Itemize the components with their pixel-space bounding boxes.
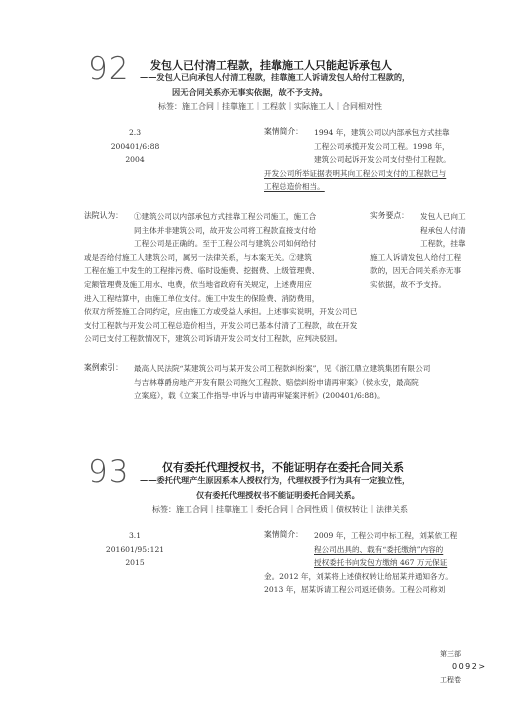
case-92-tags: 标签：施工合同｜挂靠施工｜工程款｜实际施工人｜合同相对性 <box>158 102 382 111</box>
case-93-brief-label: 案情简介： <box>264 530 303 539</box>
case-93-title: 仅有委托代理授权书，不能证明存在委托合同关系 <box>162 461 404 474</box>
case-93-brief <box>264 529 504 597</box>
case-92-meta-code: 2.3 <box>128 128 142 137</box>
case-92-opinion <box>84 210 414 346</box>
case-92-brief-line: 工程公司承揽开发公司工程。1998 年， <box>314 141 450 151</box>
footer-part: 第三部 <box>440 650 461 658</box>
case-92-index <box>134 362 514 403</box>
case-92-meta-year: 2004 <box>125 155 145 164</box>
case-93-subtitle-1: ——委托代理产生原因系本人授权行为，代理权授予行为具有一定独立性， <box>140 475 411 485</box>
case-92-index-line: 最高人民法院“某建筑公司与某开发公司工程款纠纷案”，见《浙江鼎立建筑集团有限公司 <box>134 364 431 373</box>
case-93-tags: 标签：施工合同｜挂靠施工｜委托合同｜合同性质｜债权转让｜法律关系 <box>152 505 408 514</box>
case-92-keypoint-line: 程承包人付清 <box>420 225 466 235</box>
case-92-keypoint-line: 发包人已向工 <box>420 212 466 221</box>
case-93-number: 93 <box>88 454 130 490</box>
case-92-index-line: 立案庭），载《立案工作指导·申诉与申请再审疑案评析》(200401/6:88)。 <box>134 391 385 401</box>
case-92-opinion-label: 法院认为： <box>84 211 123 220</box>
case-92-meta-ref: 200401/6:88 <box>110 141 160 151</box>
case-92-keypoint-line: 实依据，故不予支持。 <box>370 279 446 289</box>
case-92-keypoint <box>370 210 500 292</box>
case-92-opinion-line: 定额管理费及施工用水、电费，依当地省政府有关规定，上述费用应 <box>84 279 312 289</box>
case-92-opinion-line: 依双方所签施工合同约定，应由施工方或受益人承担。上述事实说明，开发公司已 <box>84 307 358 317</box>
case-92-opinion-line: 同主体并非建筑公司，故开发公司将工程款直接支付给 <box>134 225 317 235</box>
case-92-keypoint-label: 实务要点： <box>370 211 409 220</box>
case-92-meta <box>105 126 165 167</box>
case-92-opinion-line: ①建筑公司以内部承包方式挂靠工程公司施工，施工合 <box>134 212 317 221</box>
case-92-brief-line: 建筑公司起诉开发公司支付垫付工程款。 <box>314 155 451 165</box>
case-92-brief <box>264 126 504 194</box>
case-92-number: 92 <box>88 51 130 87</box>
case-92-opinion-line: 工程在施工中发生的工程排污费、临时设施费、挖掘费、上级管理费、 <box>84 266 320 276</box>
case-92-brief-label: 案情简介： <box>264 127 303 136</box>
case-92-subtitle-2: 因无合同关系亦无事实依据，故不予支持。 <box>172 87 328 97</box>
case-92-index-label: 案例索引： <box>84 363 123 372</box>
case-93-meta-ref: 201601/95:121 <box>105 544 165 554</box>
case-92-subtitle-1: ——发包人已向承包人付清工程款，挂靠施工人诉请发包人给付工程款的， <box>140 72 411 82</box>
case-92-keypoint-line: 施工人诉请发包人给付工程 <box>370 252 462 262</box>
case-93-brief-line: 2009 年，工程公司中标工程，刘某依工程 <box>314 531 458 540</box>
case-93-subtitle-2: 仅有委托代理授权书不能证明委托合同关系。 <box>196 490 360 500</box>
case-92-brief-line: 1994 年，建筑公司以内部承包方式挂靠 <box>314 128 450 137</box>
case-93-brief-line: 程公司出具的、载有“委托缴纳”内容的 <box>314 544 444 554</box>
case-93-brief-line: 2013 年，屈某诉请工程公司返还债务。工程公司称刘 <box>264 585 446 595</box>
page-footer <box>440 648 520 686</box>
case-92-keypoint-line: 工程款，挂靠 <box>420 239 466 249</box>
footer-page-number: 0092> <box>452 662 487 671</box>
case-92-opinion-line: 公司已支付工程款情况下，建筑公司诉请开发公司支付工程款，应判决驳回。 <box>84 334 343 344</box>
case-92-opinion-line: 支付工程款与开发公司工程总造价相当，开发公司已基本付清了工程款，故在开发 <box>84 320 358 330</box>
case-93-meta-year: 2015 <box>125 558 145 567</box>
footer-section: 工程卷 <box>440 676 461 684</box>
case-92-title: 发包人已付清工程款，挂靠施工人只能起诉承包人 <box>150 59 392 72</box>
case-92-opinion-line: 进入工程结算中，由施工单位支付。施工中发生的保险费、消防费用， <box>84 293 320 303</box>
case-93-meta-code: 3.1 <box>128 531 142 540</box>
case-93-brief-line: 金。2012 年，刘某将上述债权转让给屈某并通知各方。 <box>264 571 453 581</box>
case-92-keypoint-line: 款的，因无合同关系亦无事 <box>370 266 462 276</box>
case-92-brief-line: 工程总造价相当。 <box>264 182 325 192</box>
case-93-meta <box>100 529 170 570</box>
case-93-brief-line: 授权委托书向发包方缴纳 467 万元保证 <box>314 558 448 568</box>
case-92-index-line: 与吉林尊爵房地产开发有限公司拖欠工程款、赔偿纠纷申请再审案》（侯永安，最高院 <box>134 377 419 387</box>
case-92-opinion-line: 工程公司是正确的。至于工程公司与建筑公司如何给付 <box>134 239 317 249</box>
case-92-brief-line: 开发公司所举证据表明其向工程公司支付的工程款已与 <box>264 168 447 178</box>
case-92-opinion-line: 或是否给付施工人建筑公司，属另一法律关系，与本案无关。②建筑 <box>84 252 312 262</box>
